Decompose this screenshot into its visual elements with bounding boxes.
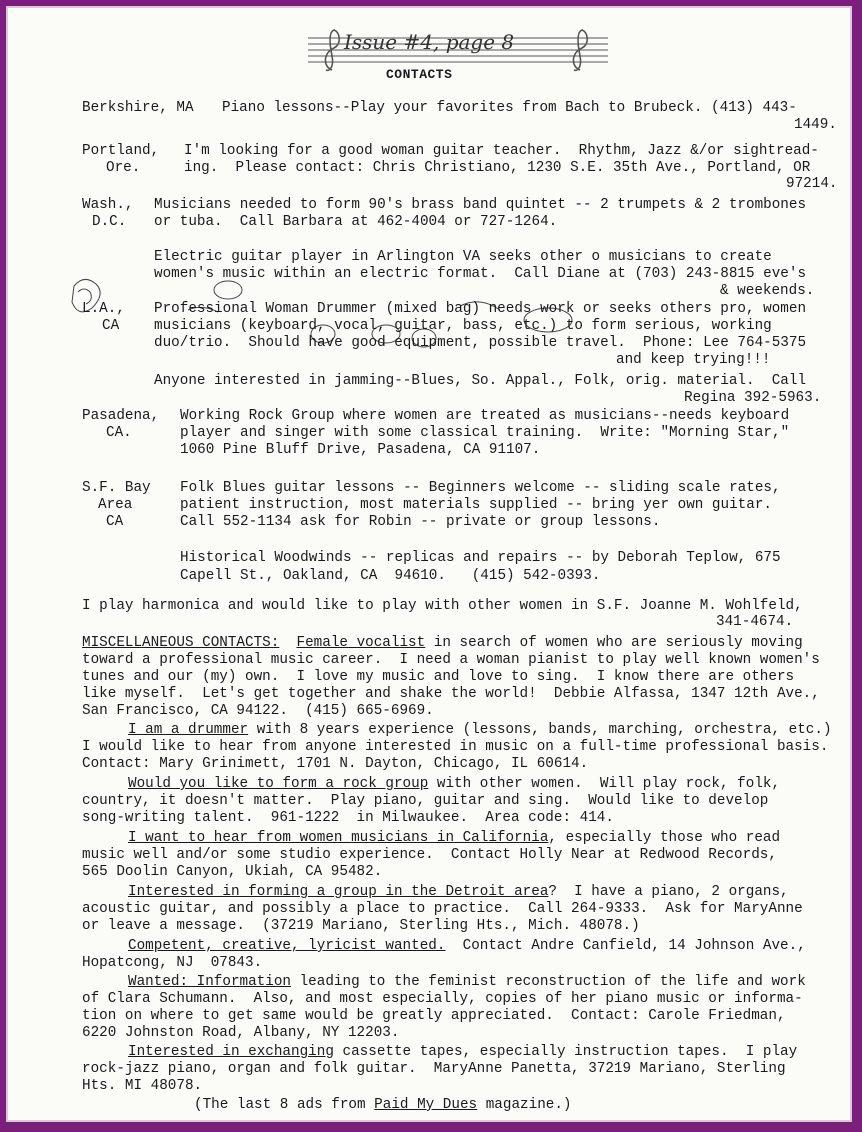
ad-text: cassette tapes, especially instruction tapes. I play (333, 1044, 798, 1060)
ad-text: ? I have a piano, 2 organs, (548, 884, 789, 900)
ad-text: 1449. (794, 117, 837, 133)
ad-text: Historical Woodwinds -- replicas and repairs -- by Deborah Teplow, 675 (180, 550, 781, 566)
ad-text: rock-jazz piano, organ and folk guitar. MaryAnne Panetta, 37219 Mariano, Sterling (82, 1061, 786, 1077)
ad-text: or leave a message. (37219 Mariano, Sterling Hts., Mich. 48078.) (82, 918, 640, 934)
ad-text: player and singer with some classical training. Write: "Morning Star," (180, 425, 790, 441)
ad-text: country, it doesn't matter. Play piano, guitar and sing. Would like to develop (82, 793, 769, 809)
ad-text: , especially those who read (548, 830, 781, 846)
footer-note: (The last 8 ads from Paid My Dues magazine.) (194, 1097, 572, 1113)
ad-text: 97214. (786, 176, 838, 192)
magazine-name: Paid My Dues (374, 1097, 478, 1113)
ad-text: Call 552-1134 ask for Robin -- private or group lessons. (180, 514, 661, 530)
ad-text: Anyone interested in jamming--Blues, So. Appal., Folk, orig. material. Call (154, 373, 807, 389)
ad-text: musicians (keyboard, vocal, guitar, bass, etc.) to form serious, working (154, 318, 772, 334)
ad-text: women's music within an electric format. Call Diane at (703) 243-8815 eve's (154, 266, 807, 282)
ad-text: like myself. Let's get together and shake the world! Debbie Alfassa, 1347 12th Ave., (82, 686, 820, 702)
ad-text: patient instruction, most materials supplied -- bring yer own guitar. (180, 497, 772, 513)
ad-lead: Wanted: Information (128, 974, 292, 990)
ad-text: leading to the feminist reconstruction of the life and work (291, 974, 806, 990)
ad-text: and keep trying!!! (616, 352, 771, 368)
misc-heading: MISCELLANEOUS CONTACTS: (82, 635, 280, 651)
ad-text: tunes and our (my) own. I love my music and love to sing. I know there are others (82, 669, 795, 685)
ad-lead: I want to hear from women musicians in California (128, 830, 549, 846)
ad-text: 341-4674. (716, 614, 794, 630)
misc-entry-line (128, 1044, 797, 1061)
misc-entry-line (128, 974, 806, 991)
ad-lead: Female vocalist (296, 635, 426, 651)
ad-text: I play harmonica and would like to play with other women in S.F. Joanne M. Wohlfeld, (82, 598, 803, 614)
ad-text: of Clara Schumann. Also, and most especially, copies of her piano music or informa- (82, 991, 803, 1007)
ad-location: Portland, (82, 143, 160, 159)
ad-text: song-writing talent. 961-1222 in Milwaukee. Area code: 414. (82, 810, 614, 826)
ad-lead: I am a drummer (128, 722, 249, 738)
ad-lead: Interested in exchanging (128, 1044, 334, 1060)
ad-location: CA (106, 514, 124, 530)
ad-text: Professional Woman Drummer (mixed bag) needs work or seeks others pro, women (154, 301, 807, 317)
ad-location: Wash., (82, 197, 134, 213)
ad-location: Berkshire, MA (82, 100, 194, 116)
ad-text: acoustic guitar, and possibly a place to practice. Call 264-9333. Ask for MaryAnne (82, 901, 803, 917)
ad-text: 1060 Pine Bluff Drive, Pasadena, CA 91107. (180, 442, 541, 458)
ad-location: Pasadena, (82, 408, 160, 424)
ad-text: I'm looking for a good woman guitar teacher. Rhythm, Jazz &/or sightread- (184, 143, 819, 159)
ad-text: ing. Please contact: Chris Christiano, 1230 S.E. 35th Ave., Portland, OR (184, 160, 811, 176)
misc-entry-line (128, 938, 806, 955)
handwritten-issue-note: Issue #4, page 8 (344, 30, 515, 54)
misc-entry-line (128, 830, 780, 847)
ad-text: Hts. MI 48078. (82, 1078, 203, 1094)
ad-text: toward a professional music career. I need a woman pianist to play well known women's (82, 652, 820, 668)
ad-text: 6220 Johnston Road, Albany, NY 12203. (82, 1025, 400, 1041)
page-title: CONTACTS (386, 67, 453, 82)
ad-text: duo/trio. Should have good equipment, possible travel. Phone: Lee 764-5375 (154, 335, 807, 351)
ad-text: Piano lessons--Play your favorites from Bach to Brubeck. (413) 443- (222, 100, 797, 116)
ad-lead: Interested in forming a group in the Detroit area (128, 884, 549, 900)
misc-entry-line (128, 722, 832, 739)
ad-text: Hopatcong, NJ 07843. (82, 955, 263, 971)
ad-text: Contact Andre Canfield, 14 Johnson Ave., (445, 938, 806, 954)
misc-entry-line (128, 776, 780, 793)
ad-location: S.F. Bay (82, 480, 151, 496)
ad-lead: Competent, creative, lyricist wanted. (128, 938, 446, 954)
ad-text: Electric guitar player in Arlington VA seeks other o musicians to create (154, 249, 772, 265)
ad-text: or tuba. Call Barbara at 462-4004 or 727-1264. (154, 214, 558, 230)
misc-entry-line (128, 884, 789, 901)
document-page (6, 6, 852, 1122)
ad-text: San Francisco, CA 94122. (415) 665-6969. (82, 703, 434, 719)
ad-location: CA (102, 318, 120, 334)
ad-location: CA. (106, 425, 132, 441)
ad-location: Area (98, 497, 133, 513)
ad-text: with 8 years experience (lessons, bands, marching, orchestra, etc.) (248, 722, 832, 738)
ad-text: Musicians needed to form 90's brass band quintet -- 2 trumpets & 2 trombones (154, 197, 807, 213)
ad-lead: Would you like to form a rock group (128, 776, 429, 792)
ad-text: Capell St., Oakland, CA 94610. (415) 542-0393. (180, 568, 601, 584)
ad-text: tion on where to get same would be greatly appreciated. Contact: Carole Friedman, (82, 1008, 786, 1024)
ad-text: Regina 392-5963. (684, 390, 822, 406)
ad-location: Ore. (106, 160, 141, 176)
ad-text: 565 Doolin Canyon, Ukiah, CA 95482. (82, 864, 383, 880)
ad-text: Contact: Mary Grinimett, 1701 N. Dayton, Chicago, IL 60614. (82, 756, 589, 772)
ad-text: music well and/or some studio experience. Contact Holly Near at Redwood Records, (82, 847, 777, 863)
ad-location: D.C. (92, 214, 127, 230)
ad-text: Working Rock Group where women are treated as musicians--needs keyboard (180, 408, 790, 424)
ad-text: with other women. Will play rock, folk, (428, 776, 781, 792)
ad-text: I would like to hear from anyone interested in music on a full-time professional basis. (82, 739, 829, 755)
misc-entry-line (82, 635, 803, 652)
ad-text: in search of women who are seriously moving (425, 635, 803, 651)
ad-text: Folk Blues guitar lessons -- Beginners welcome -- sliding scale rates, (180, 480, 781, 496)
ad-text: & weekends. (720, 283, 815, 299)
ad-location: L.A., (82, 301, 125, 317)
